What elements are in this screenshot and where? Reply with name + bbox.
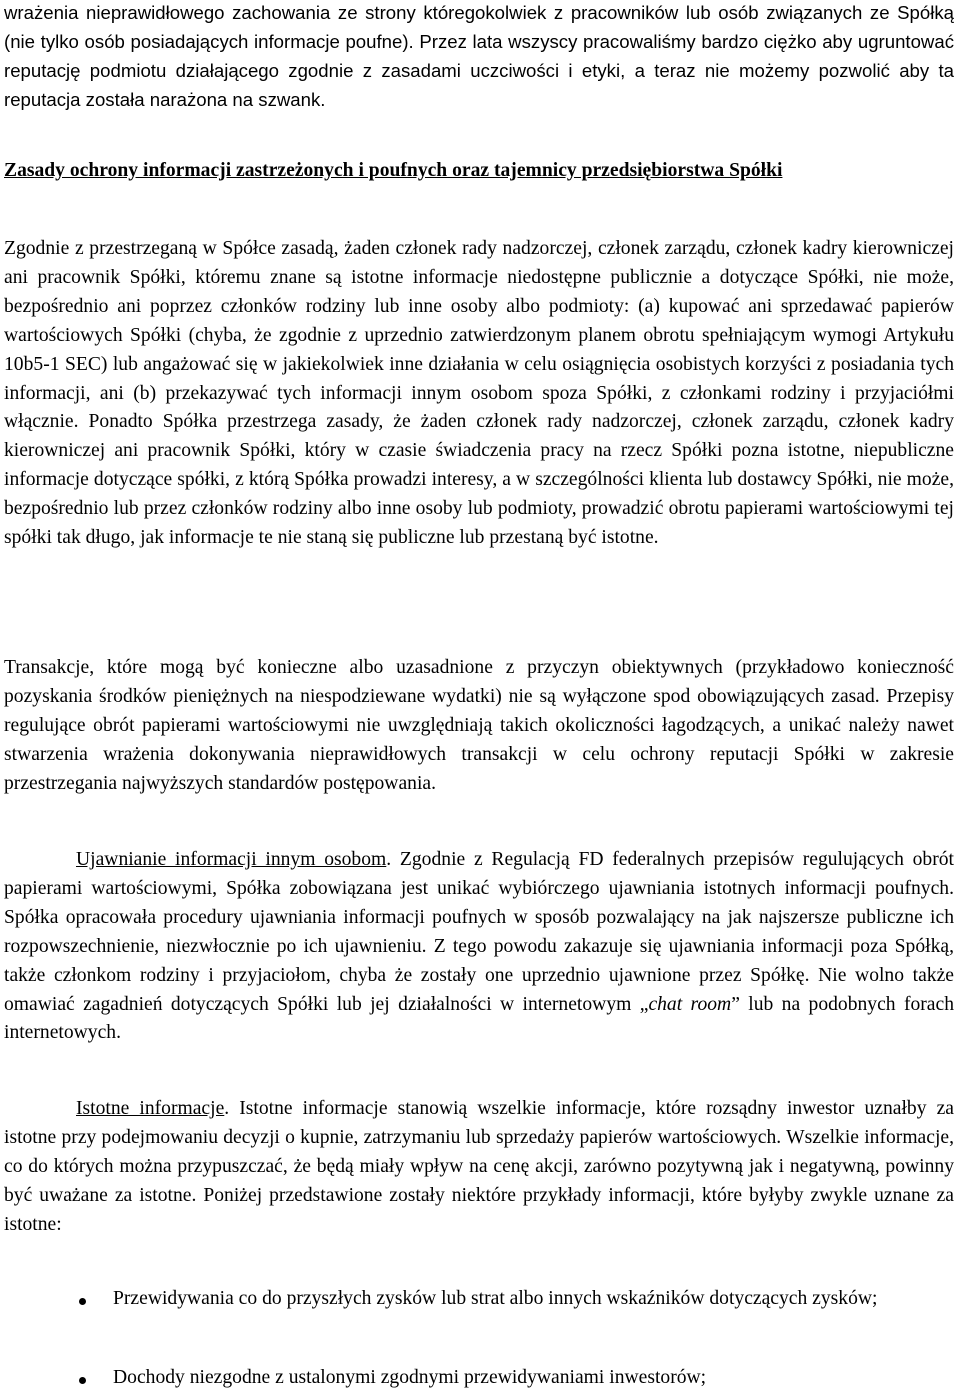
disclosure-title: Ujawnianie informacji innym osobom [76, 849, 387, 870]
disclosure-paragraph [4, 846, 954, 1048]
confidentiality-rules-paragraph: Zgodnie z przestrzeganą w Spółce zasadą, żaden członek rady nadzorczej, członek zarządu, członek kadry kierowniczej ani pracownik Spółki, któremu znane są istotne informacje niedostępne publicznie a dotyczące Spółki, nie może, bezpośrednio ani poprzez członków rodziny lub inne osoby albo podmioty: (a) kupować ani sprzedawać papierów wartościowych Spółki (chyba, że zgodnie z uprzednio zatwierdzonym planem obrotu spełniającym wymogi Artykułu 10b5-1 SEC) lub angażować się w jakiekolwiek inne działania w celu osiągnięcia osobistych korzyści z posiadania tych informacji, ani (b) przekazywać tych informacji innym osobom spoza Spółki, z członkami rodziny i przyjaciółmi włącznie. Ponadto Spółka przestrzega zasady, że żaden członek rady nadzorczej, członek zarządu, członek kadry kierowniczej ani pracownik Spółki, który w czasie świadczenia pracy na rzecz Spółki pozna istotne, niepubliczne informacje dotyczące spółki, z którą Spółka prowadzi interesy, a w szczególności klienta lub dostawcy Spółki, nie może, bezpośrednio lub przez członków rodziny albo inne osoby lub podmioty, prowadzić obrotu papierami wartościowymi tej spółki tak długo, jak informacje te nie staną się publiczne lub przestaną być istotne. [4, 238, 954, 549]
chat-room-term: chat room [648, 993, 732, 1015]
list-item: Dochody niezgodne z ustalonymi zgodnymi przewidywaniami inwestorów; [113, 1367, 707, 1388]
material-info-title: Istotne informacje [76, 1098, 225, 1119]
bullet-marker [79, 1298, 86, 1305]
intro-paragraph: wrażenia nieprawidłowego zachowania ze strony któregokolwiek z pracowników lub osób związanych ze Spółką (nie tylko osób posiadających informacje poufne). Przez lata wszyscy pracowaliśmy bardzo ciężko aby ugruntować reputację podmiotu działającego zgodnie z zasadami uczciwości i etyki, a teraz nie możemy pozwolić aby ta reputacja została narażona na szwank. [4, 2, 954, 110]
material-info-paragraph [4, 1095, 954, 1240]
section-heading: Zasady ochrony informacji zastrzeżonych i poufnych oraz tajemnicy przedsiębiorstwa Spółki [4, 160, 783, 181]
material-info-text: . Istotne informacje stanowią wszelkie informacje, które rozsądny inwestor uznałby za istotne przy podejmowaniu decyzji o kupnie, zatrzymaniu lub sprzedaży papierów wartościowych. Wszelkie informacje, co do których można przypuszczać, że będą miały wpływ na cenę akcji, zarówno pozytywną jak i negatywną, powinny być uważane za istotne. Poniżej przedstawione zostały niektóre przykłady informacji, które byłyby zwykle uznane za istotne: [4, 1098, 955, 1235]
list-item: Przewidywania co do przyszłych zysków lub strat albo innych wskaźników dotyczących zysków; [113, 1288, 878, 1309]
bullet-marker [79, 1377, 86, 1384]
transactions-paragraph: Transakcje, które mogą być konieczne albo uzasadnione z przyczyn obiektywnych (przykładowo konieczność pozyskania środków pieniężnych na niespodziewane wydatki) nie są wyłączone spod obowiązujących zasad. Przepisy regulujące obrót papierami wartościowymi nie uwzględniają takich okoliczności łagodzących, a unikać należy nawet stwarzenia wrażenia dokonywania nieprawidłowych transakcji w celu ochrony reputacji Spółki w zakresie przestrzegania najwyższych standardów postępowania. [4, 657, 954, 794]
disclosure-text-b: ” lub na podobnych forach internetowych. [4, 993, 955, 1044]
disclosure-text-a: . Zgodnie z Regulacją FD federalnych przepisów regulujących obrót papierami wartościowymi, Spółka zobowiązana jest unikać wybiórczego ujawniania istotnych informacji poufnych. Spółka opracowała procedury ujawniania informacji poufnych w sposób pozwalający na jak najszersze publiczne ich rozpowszechnienie, niezwłocznie po ich ujawnieniu. Z tego powodu zakazuje się ujawniania informacji poza Spółką, także członkom rodziny i przyjaciołom, chyba że zostały one uprzednio ujawnione przez Spółkę. Nie wolno także omawiać zagadnień dotyczących Spółki lub jej działalności w internetowym „ [4, 849, 954, 1015]
